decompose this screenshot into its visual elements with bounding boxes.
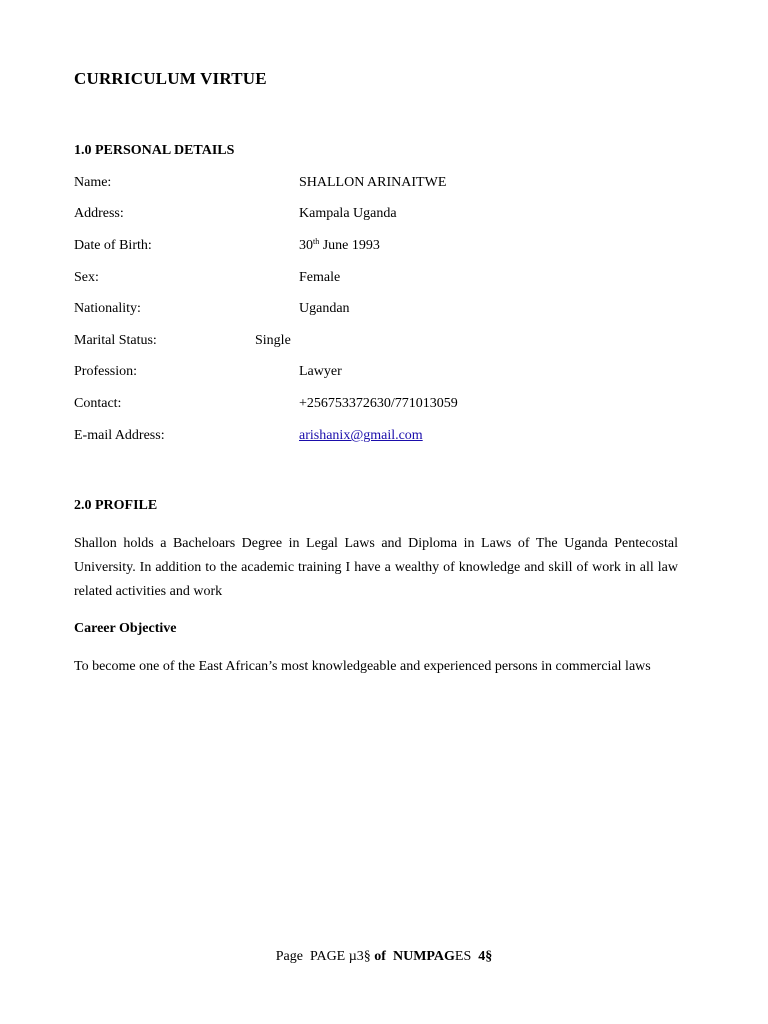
birth-month-year: June 1993 bbox=[319, 238, 380, 253]
footer-page-field: PAGE µ3§ bbox=[309, 949, 371, 964]
detail-value-nationality: Ugandan bbox=[299, 301, 350, 316]
detail-label-profession: Profession: bbox=[74, 364, 137, 379]
personal-details-heading: 1.0 PERSONAL DETAILS bbox=[74, 143, 235, 158]
document-title: CURRICULUM VIRTUE bbox=[74, 69, 267, 88]
detail-label-sex: Sex: bbox=[74, 270, 99, 285]
detail-label-nationality: Nationality: bbox=[74, 301, 141, 316]
detail-row-sex bbox=[74, 270, 694, 290]
detail-value-profession: Lawyer bbox=[299, 364, 342, 379]
detail-value-address: Kampala Uganda bbox=[299, 206, 397, 221]
detail-value-date-of-birth bbox=[299, 238, 380, 254]
detail-row-profession bbox=[74, 364, 694, 384]
detail-row-email bbox=[74, 428, 694, 448]
detail-row-nationality bbox=[74, 301, 694, 321]
footer-page-word: Page bbox=[275, 949, 303, 964]
career-objective-heading: Career Objective bbox=[74, 621, 177, 636]
detail-row-name bbox=[74, 175, 694, 195]
detail-label-contact: Contact: bbox=[74, 396, 122, 411]
detail-label-date-of-birth: Date of Birth: bbox=[74, 238, 152, 253]
detail-label-marital-status: Marital Status: bbox=[74, 333, 157, 348]
detail-value-sex: Female bbox=[299, 270, 341, 285]
detail-value-contact: +256753372630/771013059 bbox=[299, 396, 458, 411]
page-footer bbox=[0, 949, 768, 965]
detail-label-name: Name: bbox=[74, 175, 112, 190]
detail-row-address bbox=[74, 206, 694, 226]
detail-value-marital-status: Single bbox=[255, 333, 291, 348]
footer-numpages-bold: NUMPAG bbox=[392, 949, 455, 964]
detail-label-email: E-mail Address: bbox=[74, 428, 165, 443]
footer-of-word: of bbox=[374, 949, 386, 964]
footer-numpages-value: 4§ bbox=[478, 949, 493, 964]
footer-numpages-rest: ES bbox=[454, 949, 472, 964]
detail-value-name: SHALLON ARINAITWE bbox=[299, 175, 447, 190]
birth-day: 30 bbox=[299, 238, 313, 253]
birth-day-suffix: th bbox=[313, 237, 320, 246]
detail-row-contact bbox=[74, 396, 694, 416]
email-link[interactable]: arishanix@gmail.com bbox=[299, 428, 423, 443]
detail-row-marital-status bbox=[74, 333, 694, 353]
detail-row-date-of-birth bbox=[74, 238, 694, 258]
career-objective-text: To become one of the East African’s most knowledgeable and experienced persons in commercial laws bbox=[74, 659, 651, 674]
profile-paragraph: Shallon holds a Bacheloars Degree in Legal Laws and Diploma in Laws of The Uganda Pentecostal University. In addition to the academic training I have a wealthy of knowledge and skill of work in all law related activities and work bbox=[74, 536, 678, 599]
detail-label-address: Address: bbox=[74, 206, 124, 221]
profile-heading: 2.0 PROFILE bbox=[74, 498, 158, 513]
